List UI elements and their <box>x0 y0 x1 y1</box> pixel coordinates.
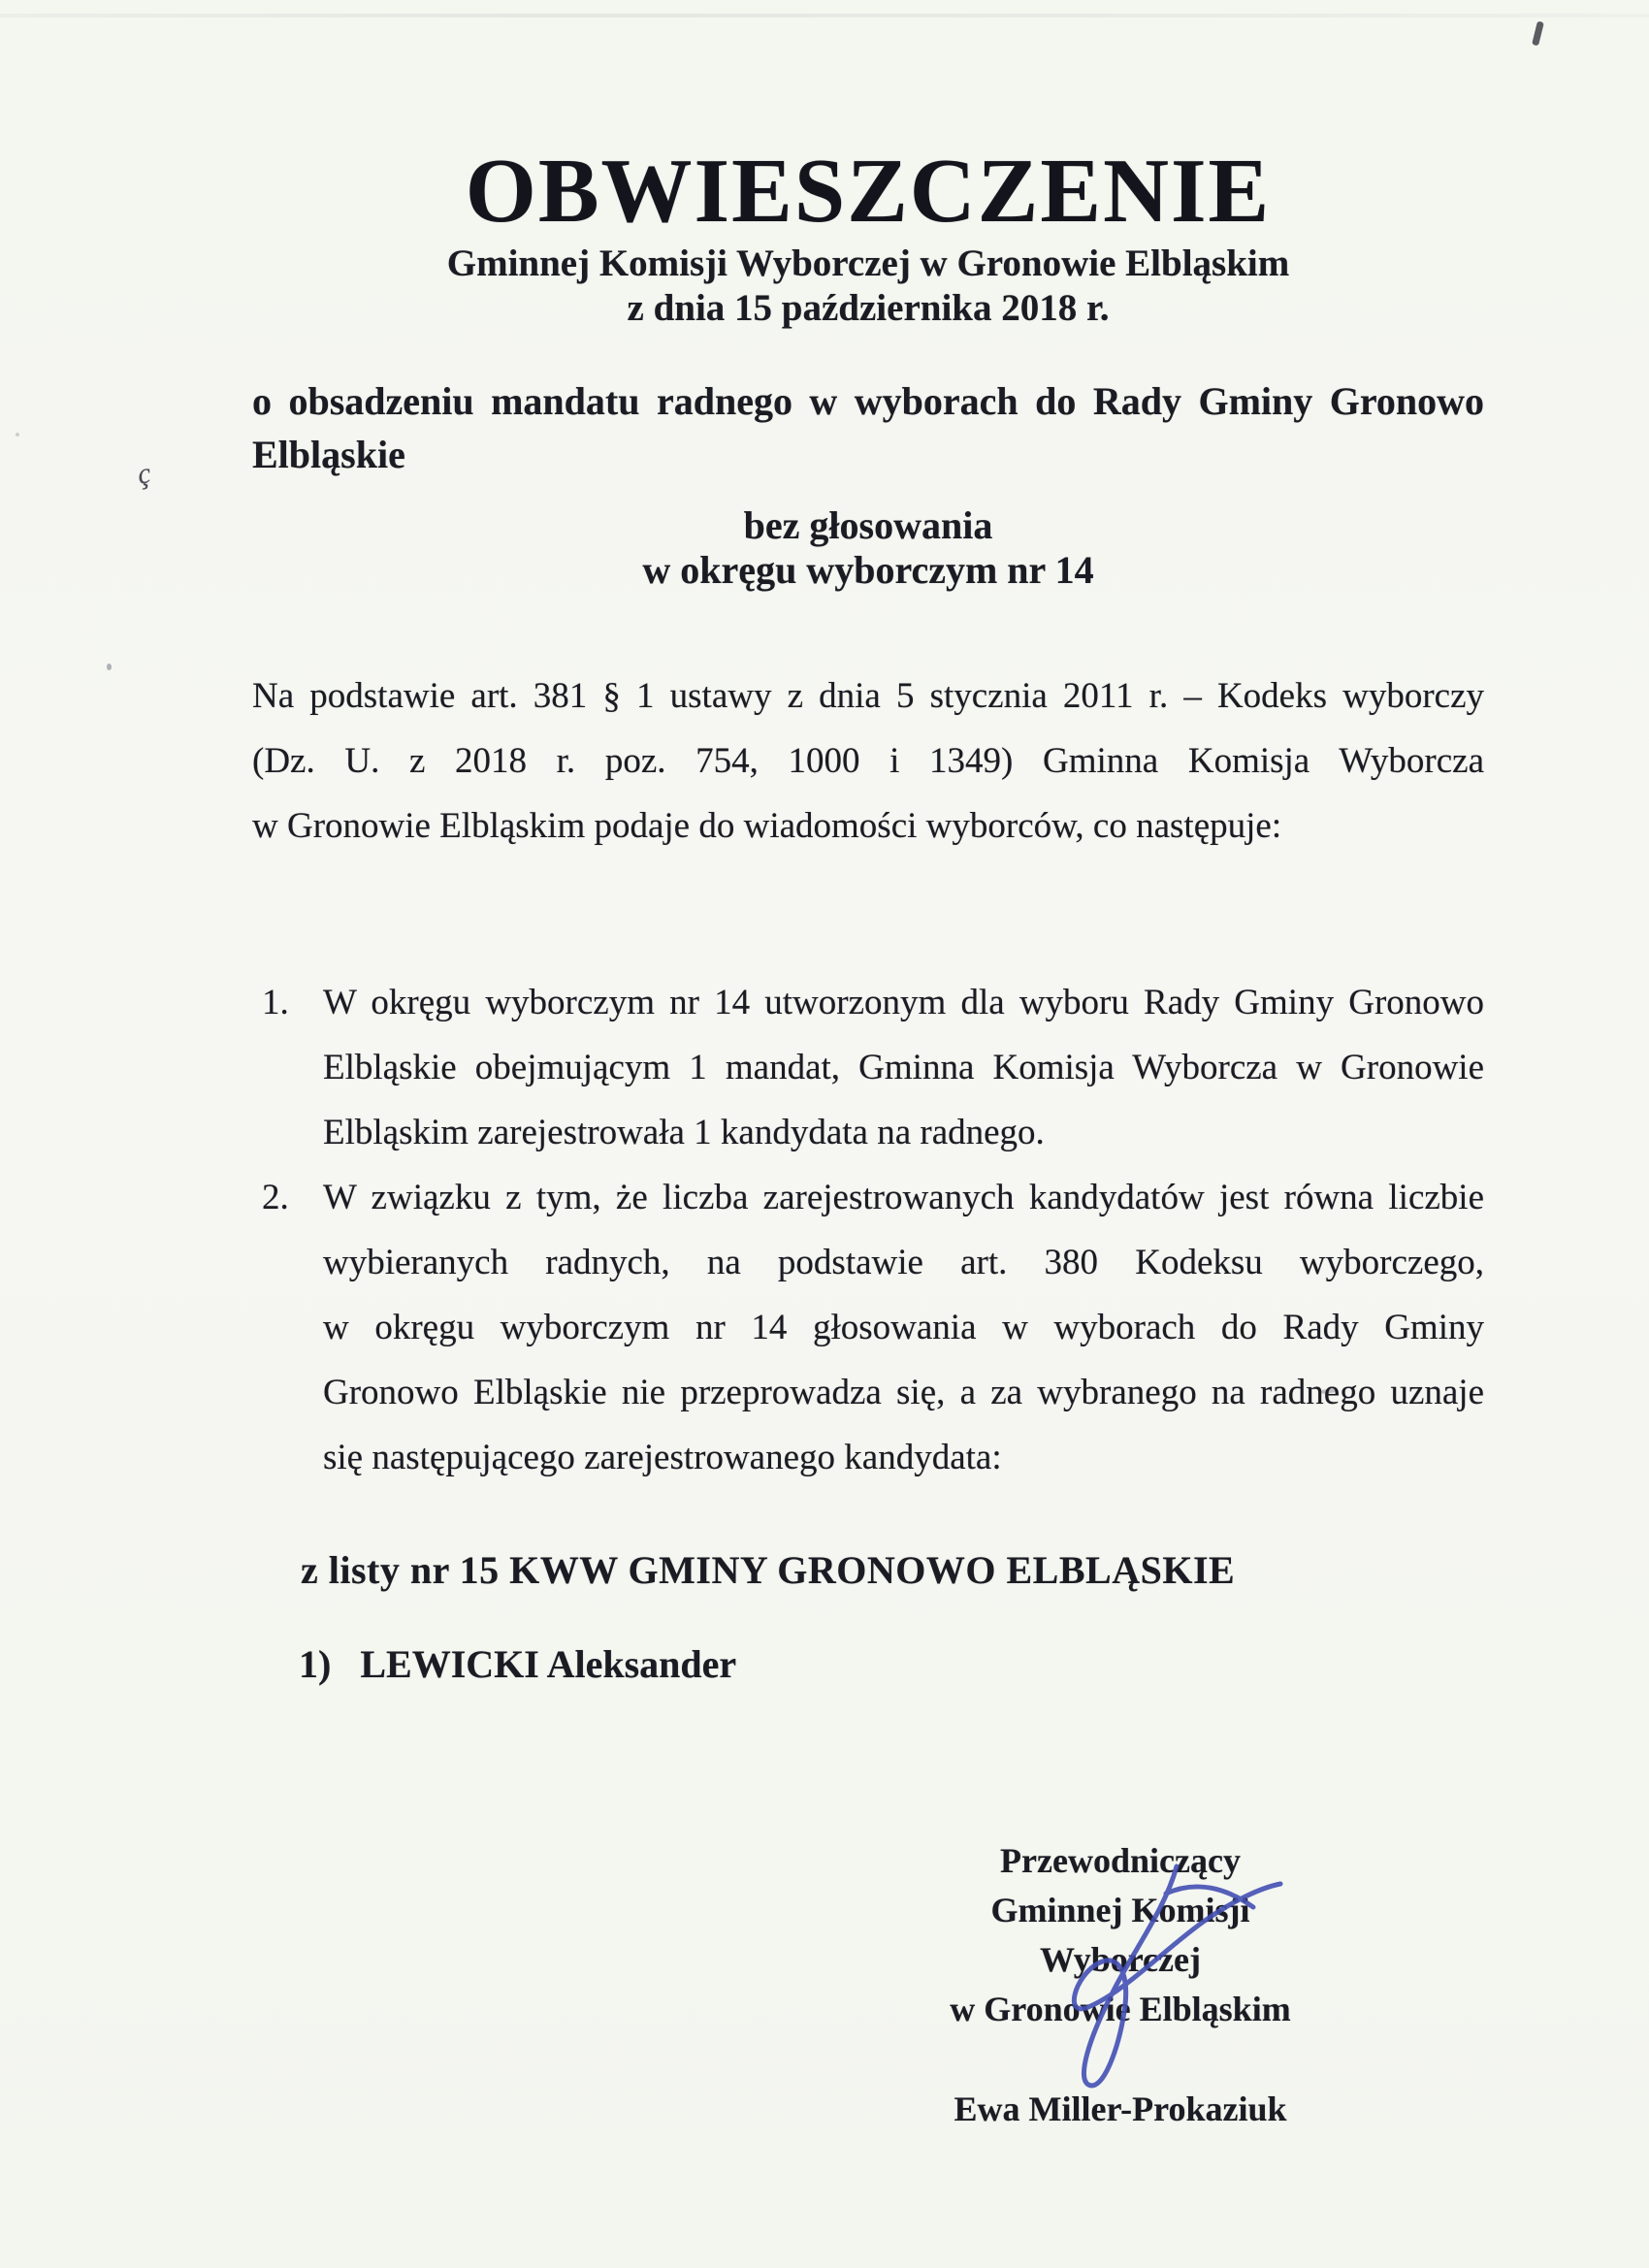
candidate-name: LEWICKI Aleksander <box>360 1642 737 1686</box>
list-item <box>262 1165 1484 1490</box>
item-line: w okręgu wyborczym nr 14 głosowania w wyborach do Rady Gminy <box>323 1308 1484 1347</box>
subject-line-1: o obsadzeniu mandatu radnego w wyborach do Rady Gminy Gronowo <box>252 379 1484 423</box>
ink-speck-artifact <box>1532 21 1544 47</box>
signature-org-line-1: Gminnej Komisji Wyborczej <box>990 1891 1250 1979</box>
candidate-line <box>299 1641 736 1687</box>
item-number: 1. <box>262 983 289 1022</box>
signature-role: Przewodniczący <box>1000 1841 1241 1880</box>
paragraph-line: (Dz. U. z 2018 r. poz. 754, 1000 i 1349) Gminna Komisja Wyborcza <box>252 741 1484 781</box>
item-line: Gronowo Elbląskie nie przeprowadza się, a za wybranego na radnego uznaje <box>323 1373 1484 1412</box>
item-number: 2. <box>262 1178 289 1217</box>
party-list-heading: z listy nr 15 KWW GMINY GRONOWO ELBLĄSKIE <box>301 1548 1236 1592</box>
item-line: Elbląskim zarejestrowała 1 kandydata na radnego. <box>323 1113 1045 1152</box>
paragraph-line: Na podstawie art. 381 § 1 ustawy z dnia 5 stycznia 2011 r. – Kodeks wyborczy <box>252 676 1484 716</box>
scan-edge-artifact <box>0 14 1649 17</box>
signature-org-line-2: w Gronowie Elbląskim <box>950 1990 1291 2028</box>
handwritten-signature-icon <box>1018 1859 1295 2091</box>
scope-line-1: bez głosowania <box>743 503 993 547</box>
item-line: W związku z tym, że liczba zarejestrowanych kandydatów jest równa liczbie <box>323 1178 1484 1217</box>
scan-dot-artifact <box>16 433 19 437</box>
item-line: wybieranych radnych, na podstawie art. 380 Kodeksu wyborczego, <box>323 1243 1484 1282</box>
scope-line-2: w okręgu wyborczym nr 14 <box>642 548 1094 592</box>
issuer-line: Gminnej Komisji Wyborczej w Gronowie Elbląskim <box>446 243 1290 284</box>
pen-squiggle-artifact: ç <box>135 457 154 491</box>
items-list <box>262 970 1484 1490</box>
scope-heading <box>252 503 1484 593</box>
subject-line-2: Elbląskie <box>252 433 405 476</box>
scan-dot-artifact <box>107 664 112 670</box>
item-line: się następującego zarejestrowanego kandydata: <box>323 1438 1002 1477</box>
candidate-number: 1) <box>299 1642 332 1686</box>
date-line: z dnia 15 października 2018 r. <box>627 287 1110 329</box>
item-line: Elbląskie obejmującym 1 mandat, Gminna Komisja Wyborcza w Gronowie <box>323 1048 1484 1087</box>
subject-heading <box>252 374 1484 481</box>
signer-name: Ewa Miller-Prokaziuk <box>954 2090 1287 2128</box>
item-line: W okręgu wyborczym nr 14 utworzonym dla wyboru Rady Gminy Gronowo <box>323 983 1484 1022</box>
legal-basis-paragraph <box>252 664 1484 859</box>
paragraph-line: w Gronowie Elbląskim podaje do wiadomości wyborców, co następuje: <box>252 806 1282 846</box>
document-title: OBWIESZCZENIE <box>465 141 1272 242</box>
list-item <box>262 970 1484 1165</box>
